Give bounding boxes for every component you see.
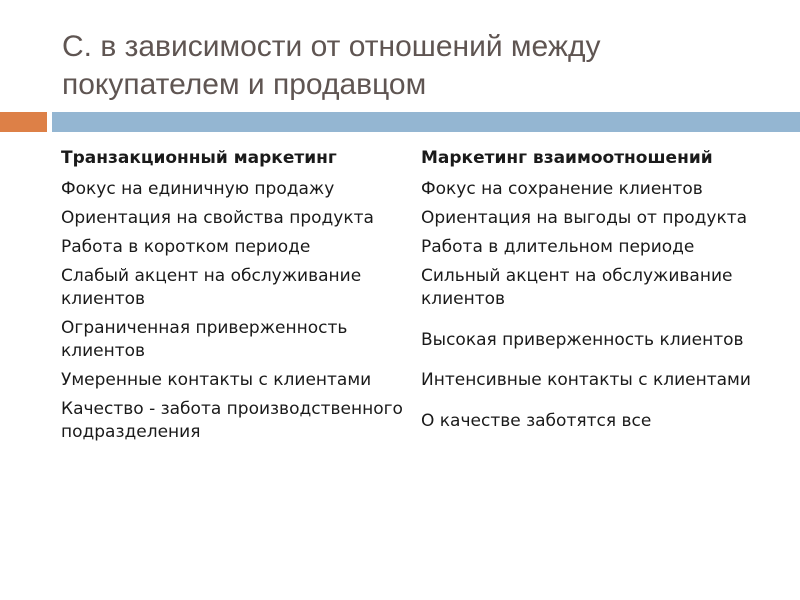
table-row [55, 264, 775, 316]
accent-bar-orange [0, 112, 47, 132]
table-row [55, 235, 775, 264]
cell-relationship: Сильный акцент на обслуживание клиентов [421, 266, 733, 309]
cell-relationship: Работа в длительном периоде [421, 237, 695, 257]
table-header-row [55, 146, 775, 177]
table-row [55, 206, 775, 235]
cell-transactional: Слабый акцент на обслуживание клиентов [61, 266, 362, 309]
cell-transactional: Умеренные контакты с клиентами [61, 370, 372, 390]
cell-relationship: Ориентация на выгоды от продукта [421, 208, 748, 228]
cell-transactional: Ограниченная приверженность клиентов [61, 318, 348, 361]
cell-transactional: Фокус на единичную продажу [61, 179, 335, 199]
cell-relationship: Высокая приверженность клиентов [421, 329, 744, 350]
accent-bar-blue [52, 112, 800, 132]
cell-relationship: Интенсивные контакты с клиентами [421, 370, 751, 390]
slide-title: С. в зависимости от отношений между покупателем и продавцом [62, 30, 601, 101]
cell-relationship: Фокус на сохранение клиентов [421, 179, 703, 199]
table-row [55, 368, 775, 397]
table-row [55, 397, 775, 449]
table-row [55, 177, 775, 206]
header-relationship: Маркетинг взаимоотношений [421, 148, 713, 168]
cell-transactional: Ориентация на свойства продукта [61, 208, 374, 228]
cell-transactional: Качество - забота производственного подразделения [61, 399, 403, 442]
table-row [55, 316, 775, 368]
comparison-table [55, 146, 775, 449]
header-transactional: Транзакционный маркетинг [61, 148, 337, 168]
cell-relationship: О качестве заботятся все [421, 410, 652, 431]
cell-transactional: Работа в коротком периоде [61, 237, 311, 257]
